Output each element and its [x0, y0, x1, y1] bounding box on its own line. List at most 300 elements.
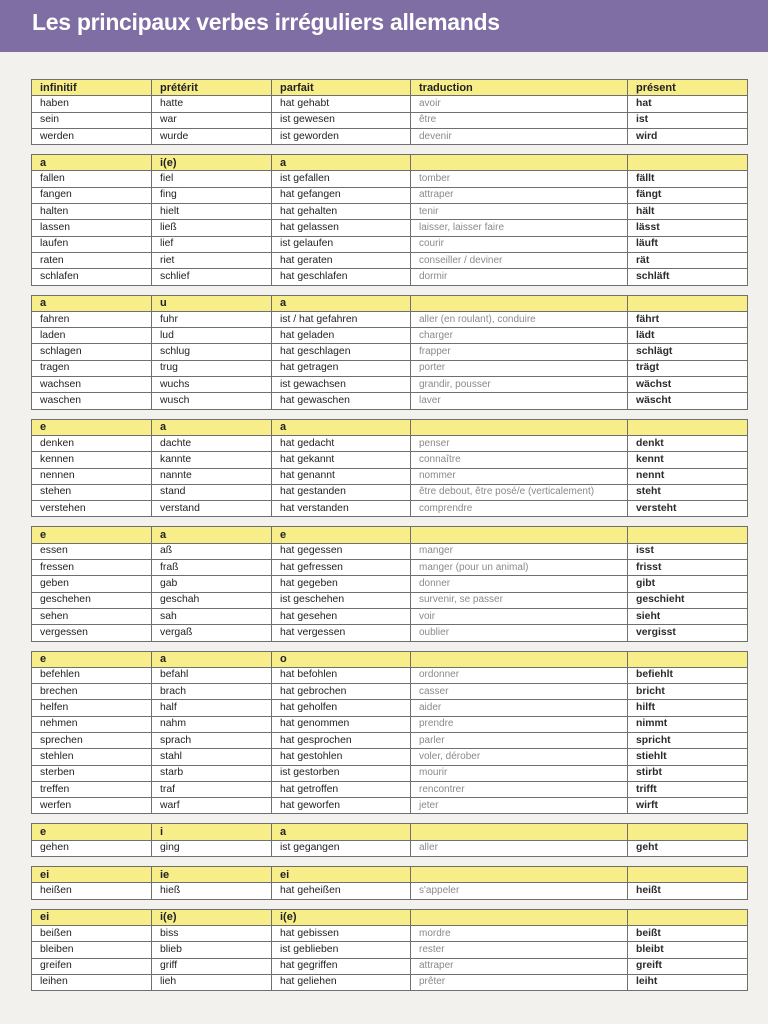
present-cell: fährt — [628, 311, 748, 327]
preterite-cell: lud — [152, 328, 272, 344]
verb-row — [32, 667, 748, 683]
infinitive-cell: sehen — [32, 608, 152, 624]
present-cell: wäscht — [628, 393, 748, 409]
present-cell: fängt — [628, 187, 748, 203]
translation-cell: oublier — [411, 625, 628, 641]
header-cell-perfect: i(e) — [272, 909, 411, 925]
header-cell-translation — [411, 419, 628, 435]
infinitive-cell: raten — [32, 252, 152, 268]
perfect-cell: hat gegeben — [272, 576, 411, 592]
translation-cell: rencontrer — [411, 781, 628, 797]
translation-cell: grandir, pousser — [411, 377, 628, 393]
translation-cell: jeter — [411, 798, 628, 814]
verb-group-table — [31, 79, 748, 145]
preterite-cell: war — [152, 112, 272, 128]
header-cell-translation — [411, 527, 628, 543]
page-title: Les principaux verbes irréguliers allemands — [32, 9, 500, 35]
translation-cell: attraper — [411, 958, 628, 974]
verb-row — [32, 560, 748, 576]
header-cell-infinitive: ei — [32, 867, 152, 883]
header-cell-preterite: i(e) — [152, 909, 272, 925]
translation-cell: laver — [411, 393, 628, 409]
perfect-cell: hat geraten — [272, 252, 411, 268]
verb-row — [32, 360, 748, 376]
header-cell-preterite: a — [152, 651, 272, 667]
infinitive-cell: brechen — [32, 684, 152, 700]
header-cell-infinitive: a — [32, 155, 152, 171]
vowel-pattern-header — [32, 824, 748, 840]
header-cell-preterite: u — [152, 295, 272, 311]
infinitive-cell: sein — [32, 112, 152, 128]
verb-row — [32, 344, 748, 360]
perfect-cell: hat getragen — [272, 360, 411, 376]
perfect-cell: hat gesprochen — [272, 732, 411, 748]
perfect-cell: hat gefangen — [272, 187, 411, 203]
present-cell: bleibt — [628, 942, 748, 958]
present-cell: trägt — [628, 360, 748, 376]
translation-cell: charger — [411, 328, 628, 344]
header-cell-perfect: o — [272, 651, 411, 667]
header-cell-present — [628, 824, 748, 840]
verb-row — [32, 96, 748, 112]
present-cell: gibt — [628, 576, 748, 592]
perfect-cell: hat verstanden — [272, 501, 411, 517]
infinitive-cell: leihen — [32, 974, 152, 990]
preterite-cell: verstand — [152, 501, 272, 517]
preterite-cell: brach — [152, 684, 272, 700]
perfect-cell: ist geblieben — [272, 942, 411, 958]
perfect-cell: hat gekannt — [272, 452, 411, 468]
present-cell: schlägt — [628, 344, 748, 360]
present-cell: versteht — [628, 501, 748, 517]
translation-cell: tomber — [411, 171, 628, 187]
perfect-cell: ist gefallen — [272, 171, 411, 187]
verb-row — [32, 377, 748, 393]
perfect-cell: hat geholfen — [272, 700, 411, 716]
verb-row — [32, 684, 748, 700]
present-cell: trifft — [628, 781, 748, 797]
translation-cell: s'appeler — [411, 883, 628, 899]
present-cell: denkt — [628, 435, 748, 451]
verb-row — [32, 765, 748, 781]
preterite-cell: starb — [152, 765, 272, 781]
perfect-cell: hat geheißen — [272, 883, 411, 899]
perfect-cell: hat geladen — [272, 328, 411, 344]
translation-cell: tenir — [411, 204, 628, 220]
verb-row — [32, 840, 748, 856]
present-cell: heißt — [628, 883, 748, 899]
preterite-cell: wuchs — [152, 377, 272, 393]
perfect-cell: hat gehabt — [272, 96, 411, 112]
preterite-cell: lieh — [152, 974, 272, 990]
preterite-cell: warf — [152, 798, 272, 814]
header-cell-preterite: a — [152, 419, 272, 435]
perfect-cell: hat gebissen — [272, 925, 411, 941]
translation-cell: être — [411, 112, 628, 128]
preterite-cell: ging — [152, 840, 272, 856]
infinitive-cell: laden — [32, 328, 152, 344]
preterite-cell: ließ — [152, 220, 272, 236]
header-cell-perfect: a — [272, 295, 411, 311]
present-cell: spricht — [628, 732, 748, 748]
verb-row — [32, 974, 748, 990]
translation-cell: aider — [411, 700, 628, 716]
verb-row — [32, 236, 748, 252]
preterite-cell: half — [152, 700, 272, 716]
translation-cell: laisser, laisser faire — [411, 220, 628, 236]
perfect-cell: ist gestorben — [272, 765, 411, 781]
vowel-pattern-header — [32, 155, 748, 171]
header-cell-infinitive: e — [32, 419, 152, 435]
vowel-pattern-header — [32, 651, 748, 667]
present-cell: wird — [628, 128, 748, 144]
present-cell: leiht — [628, 974, 748, 990]
present-cell: befiehlt — [628, 667, 748, 683]
verb-row — [32, 501, 748, 517]
infinitive-cell: wachsen — [32, 377, 152, 393]
header-cell-translation — [411, 909, 628, 925]
header-cell-present — [628, 155, 748, 171]
infinitive-cell: verstehen — [32, 501, 152, 517]
infinitive-cell: schlagen — [32, 344, 152, 360]
perfect-cell: hat befohlen — [272, 667, 411, 683]
preterite-cell: biss — [152, 925, 272, 941]
translation-cell: parler — [411, 732, 628, 748]
verb-row — [32, 732, 748, 748]
perfect-cell: hat gebrochen — [272, 684, 411, 700]
infinitive-cell: nehmen — [32, 716, 152, 732]
present-cell: geschieht — [628, 592, 748, 608]
preterite-cell: fiel — [152, 171, 272, 187]
present-cell: wächst — [628, 377, 748, 393]
header-cell-perfect: e — [272, 527, 411, 543]
present-cell: stiehlt — [628, 749, 748, 765]
verb-row — [32, 700, 748, 716]
verb-group-table — [31, 419, 748, 518]
preterite-cell: sprach — [152, 732, 272, 748]
translation-cell: prendre — [411, 716, 628, 732]
preterite-cell: geschah — [152, 592, 272, 608]
perfect-cell: hat gestanden — [272, 484, 411, 500]
infinitive-cell: stehlen — [32, 749, 152, 765]
vowel-pattern-header — [32, 867, 748, 883]
verb-row — [32, 781, 748, 797]
preterite-cell: wusch — [152, 393, 272, 409]
present-cell: läuft — [628, 236, 748, 252]
verb-tables — [31, 79, 747, 1000]
preterite-cell: aß — [152, 543, 272, 559]
perfect-cell: hat gefressen — [272, 560, 411, 576]
vowel-pattern-header — [32, 295, 748, 311]
verb-row — [32, 958, 748, 974]
translation-cell: penser — [411, 435, 628, 451]
preterite-cell: fing — [152, 187, 272, 203]
header-cell-translation — [411, 867, 628, 883]
vowel-pattern-header — [32, 419, 748, 435]
verb-row — [32, 204, 748, 220]
header-cell-translation: traduction — [411, 80, 628, 96]
header-cell-preterite: a — [152, 527, 272, 543]
infinitive-cell: geschehen — [32, 592, 152, 608]
preterite-cell: wurde — [152, 128, 272, 144]
translation-cell: casser — [411, 684, 628, 700]
header-cell-infinitive: infinitif — [32, 80, 152, 96]
perfect-cell: hat geschlagen — [272, 344, 411, 360]
infinitive-cell: lassen — [32, 220, 152, 236]
preterite-cell: befahl — [152, 667, 272, 683]
translation-cell: donner — [411, 576, 628, 592]
header-cell-present — [628, 867, 748, 883]
header-cell-infinitive: ei — [32, 909, 152, 925]
perfect-cell: hat geliehen — [272, 974, 411, 990]
verb-row — [32, 393, 748, 409]
translation-cell: connaître — [411, 452, 628, 468]
present-cell: bricht — [628, 684, 748, 700]
infinitive-cell: geben — [32, 576, 152, 592]
infinitive-cell: sterben — [32, 765, 152, 781]
translation-cell: manger (pour un animal) — [411, 560, 628, 576]
infinitive-cell: bleiben — [32, 942, 152, 958]
preterite-cell: nannte — [152, 468, 272, 484]
infinitive-cell: werden — [32, 128, 152, 144]
verb-row — [32, 311, 748, 327]
perfect-cell: hat gesehen — [272, 608, 411, 624]
verb-group-table — [31, 651, 748, 815]
perfect-cell: hat gegriffen — [272, 958, 411, 974]
present-cell: schläft — [628, 269, 748, 285]
present-cell: lässt — [628, 220, 748, 236]
perfect-cell: hat genannt — [272, 468, 411, 484]
verb-row — [32, 452, 748, 468]
perfect-cell: hat gehalten — [272, 204, 411, 220]
preterite-cell: sah — [152, 608, 272, 624]
infinitive-cell: sprechen — [32, 732, 152, 748]
preterite-cell: lief — [152, 236, 272, 252]
header-cell-translation — [411, 295, 628, 311]
infinitive-cell: nennen — [32, 468, 152, 484]
preterite-cell: blieb — [152, 942, 272, 958]
translation-cell: dormir — [411, 269, 628, 285]
header-cell-infinitive: a — [32, 295, 152, 311]
present-cell: lädt — [628, 328, 748, 344]
preterite-cell: dachte — [152, 435, 272, 451]
preterite-cell: schlief — [152, 269, 272, 285]
present-cell: hält — [628, 204, 748, 220]
header-cell-present: présent — [628, 80, 748, 96]
translation-cell: avoir — [411, 96, 628, 112]
infinitive-cell: beißen — [32, 925, 152, 941]
preterite-cell: fraß — [152, 560, 272, 576]
infinitive-cell: schlafen — [32, 269, 152, 285]
present-cell: isst — [628, 543, 748, 559]
header-cell-infinitive: e — [32, 651, 152, 667]
perfect-cell: hat genommen — [272, 716, 411, 732]
preterite-cell: hatte — [152, 96, 272, 112]
translation-cell: porter — [411, 360, 628, 376]
preterite-cell: vergaß — [152, 625, 272, 641]
translation-cell: être debout, être posé/e (verticalement) — [411, 484, 628, 500]
infinitive-cell: helfen — [32, 700, 152, 716]
perfect-cell: ist gewachsen — [272, 377, 411, 393]
verb-row — [32, 883, 748, 899]
verb-row — [32, 187, 748, 203]
translation-cell: voir — [411, 608, 628, 624]
preterite-cell: traf — [152, 781, 272, 797]
perfect-cell: hat geschlafen — [272, 269, 411, 285]
translation-cell: courir — [411, 236, 628, 252]
verb-group-table — [31, 295, 748, 410]
translation-cell: conseiller / deviner — [411, 252, 628, 268]
present-cell: hilft — [628, 700, 748, 716]
verb-row — [32, 468, 748, 484]
present-cell: vergisst — [628, 625, 748, 641]
infinitive-cell: gehen — [32, 840, 152, 856]
perfect-cell: hat gedacht — [272, 435, 411, 451]
infinitive-cell: greifen — [32, 958, 152, 974]
preterite-cell: stahl — [152, 749, 272, 765]
perfect-cell: ist gewesen — [272, 112, 411, 128]
infinitive-cell: laufen — [32, 236, 152, 252]
infinitive-cell: befehlen — [32, 667, 152, 683]
infinitive-cell: waschen — [32, 393, 152, 409]
translation-cell: comprendre — [411, 501, 628, 517]
vowel-pattern-header — [32, 909, 748, 925]
header-cell-perfect: a — [272, 824, 411, 840]
translation-cell: mourir — [411, 765, 628, 781]
perfect-cell: ist / hat gefahren — [272, 311, 411, 327]
preterite-cell: riet — [152, 252, 272, 268]
verb-group-table — [31, 526, 748, 641]
translation-cell: rester — [411, 942, 628, 958]
infinitive-cell: fressen — [32, 560, 152, 576]
vowel-pattern-header — [32, 527, 748, 543]
preterite-cell: nahm — [152, 716, 272, 732]
translation-cell: manger — [411, 543, 628, 559]
infinitive-cell: haben — [32, 96, 152, 112]
verb-row — [32, 798, 748, 814]
preterite-cell: hielt — [152, 204, 272, 220]
header-cell-present — [628, 295, 748, 311]
header-cell-present — [628, 527, 748, 543]
perfect-cell: ist geworden — [272, 128, 411, 144]
present-cell: wirft — [628, 798, 748, 814]
infinitive-cell: kennen — [32, 452, 152, 468]
verb-row — [32, 171, 748, 187]
header-cell-perfect: parfait — [272, 80, 411, 96]
header-cell-present — [628, 651, 748, 667]
header-cell-infinitive: e — [32, 824, 152, 840]
infinitive-cell: fangen — [32, 187, 152, 203]
header-cell-preterite: i(e) — [152, 155, 272, 171]
present-cell: nennt — [628, 468, 748, 484]
infinitive-cell: heißen — [32, 883, 152, 899]
header-cell-translation — [411, 155, 628, 171]
preterite-cell: kannte — [152, 452, 272, 468]
header-cell-translation — [411, 651, 628, 667]
header-cell-present — [628, 909, 748, 925]
translation-cell: aller (en roulant), conduire — [411, 311, 628, 327]
infinitive-cell: werfen — [32, 798, 152, 814]
translation-cell: frapper — [411, 344, 628, 360]
verb-group-table — [31, 866, 748, 900]
verb-row — [32, 252, 748, 268]
header-cell-perfect: a — [272, 419, 411, 435]
present-cell: ist — [628, 112, 748, 128]
perfect-cell: ist gelaufen — [272, 236, 411, 252]
verb-row — [32, 435, 748, 451]
translation-cell: mordre — [411, 925, 628, 941]
header-cell-infinitive: e — [32, 527, 152, 543]
infinitive-cell: fallen — [32, 171, 152, 187]
translation-cell: aller — [411, 840, 628, 856]
perfect-cell: hat vergessen — [272, 625, 411, 641]
translation-cell: voler, dérober — [411, 749, 628, 765]
translation-cell: devenir — [411, 128, 628, 144]
header-cell-preterite: i — [152, 824, 272, 840]
present-cell: greift — [628, 958, 748, 974]
verb-group-table — [31, 154, 748, 285]
present-cell: frisst — [628, 560, 748, 576]
perfect-cell: hat gewaschen — [272, 393, 411, 409]
translation-cell: survenir, se passer — [411, 592, 628, 608]
translation-cell: ordonner — [411, 667, 628, 683]
present-cell: kennt — [628, 452, 748, 468]
verb-row — [32, 749, 748, 765]
translation-cell: prêter — [411, 974, 628, 990]
present-cell: hat — [628, 96, 748, 112]
infinitive-cell: fahren — [32, 311, 152, 327]
present-cell: sieht — [628, 608, 748, 624]
verb-row — [32, 220, 748, 236]
present-cell: geht — [628, 840, 748, 856]
verb-row — [32, 128, 748, 144]
preterite-cell: gab — [152, 576, 272, 592]
infinitive-cell: halten — [32, 204, 152, 220]
present-cell: steht — [628, 484, 748, 500]
verb-row — [32, 269, 748, 285]
perfect-cell: hat gestohlen — [272, 749, 411, 765]
header-cell-translation — [411, 824, 628, 840]
header-cell-present — [628, 419, 748, 435]
verb-row — [32, 608, 748, 624]
verb-row — [32, 112, 748, 128]
verb-row — [32, 625, 748, 641]
present-cell: rät — [628, 252, 748, 268]
title-banner — [0, 0, 768, 52]
translation-cell: attraper — [411, 187, 628, 203]
verb-row — [32, 484, 748, 500]
header-cell-preterite: ie — [152, 867, 272, 883]
present-cell: stirbt — [628, 765, 748, 781]
translation-cell: nommer — [411, 468, 628, 484]
perfect-cell: ist gegangen — [272, 840, 411, 856]
perfect-cell: hat getroffen — [272, 781, 411, 797]
present-cell: nimmt — [628, 716, 748, 732]
verb-row — [32, 576, 748, 592]
verb-group-table — [31, 909, 748, 991]
present-cell: fällt — [628, 171, 748, 187]
infinitive-cell: denken — [32, 435, 152, 451]
infinitive-cell: treffen — [32, 781, 152, 797]
perfect-cell: ist geschehen — [272, 592, 411, 608]
infinitive-cell: vergessen — [32, 625, 152, 641]
present-cell: beißt — [628, 925, 748, 941]
infinitive-cell: stehen — [32, 484, 152, 500]
perfect-cell: hat gegessen — [272, 543, 411, 559]
verb-row — [32, 543, 748, 559]
preterite-cell: fuhr — [152, 311, 272, 327]
preterite-cell: hieß — [152, 883, 272, 899]
